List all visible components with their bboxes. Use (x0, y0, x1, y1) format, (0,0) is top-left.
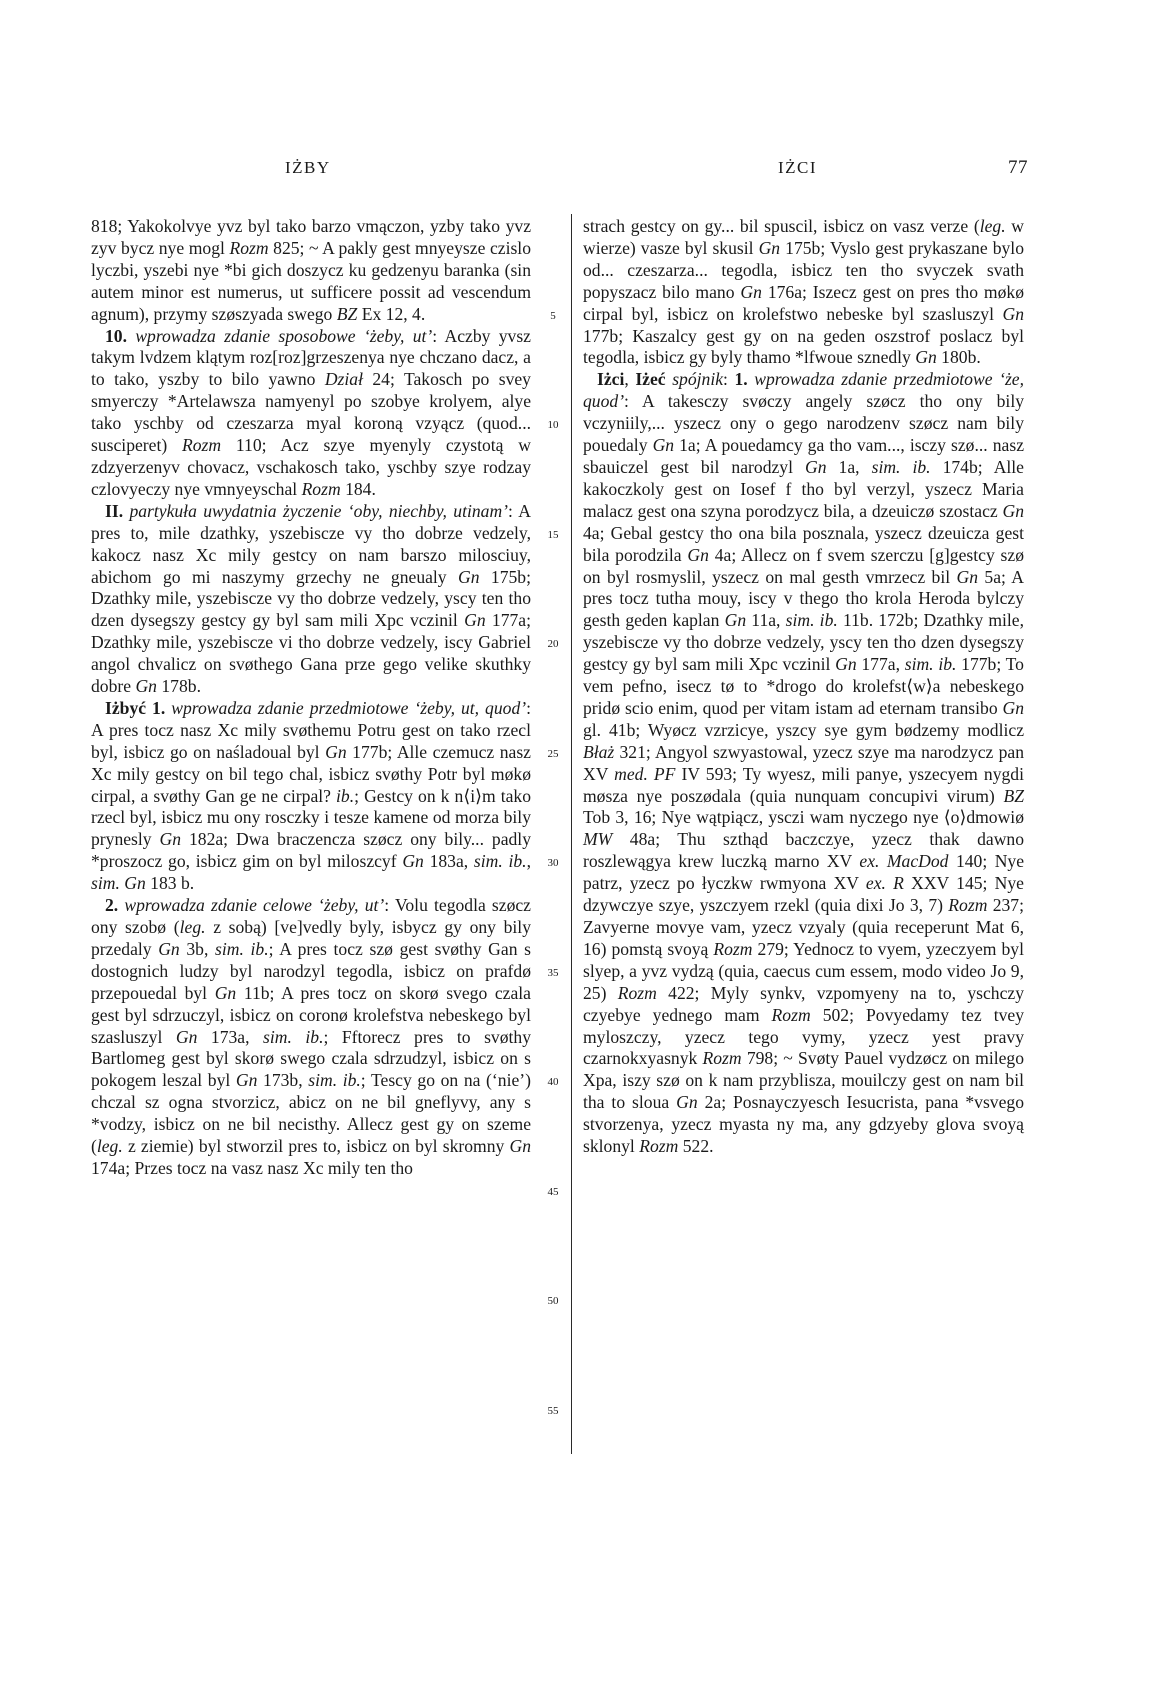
right-column (583, 216, 1024, 1158)
running-head-right: IŻCI (778, 158, 818, 177)
line-number: 5 (550, 309, 556, 322)
left-column (91, 216, 531, 1180)
page-number: 77 (1008, 157, 1028, 178)
entry-paragraph: 818; Yakokolvye yvz byl tako barzo vmączon, yzby tako yvz zyv bycz nye mogl Rozm 825; ~ A pakly gest mnyeysze czislo lyczbi, yszebi nye *bi gich doszycz ku gedzenyu baranka (sin autem minor est numerus, ut sufficere possit ad vescendum agnum), przymy szøszyada swego BZ Ex 12, 4. (91, 216, 531, 324)
running-head-left: IŻBY (285, 158, 331, 177)
entry-paragraph: Iżbyć 1. wprowadza zdanie przedmiotowe ‘żeby, ut, quod’: A pres tocz nasz Xc mily svøthemu Potru gest on tako rzecl byl, isbicz go on naśladoual byl Gn 177b; Alle czemucz nasz Xc mily gestcy on bil tego chal, isbicz svøthy Potr byl møkø cirpal, a svøthy Gan ge ne cirpal? ib.; Gestcy on k n⟨i⟩m tako rzecl byl, isbicz mu ony rosczky i tesze kamene od morza bily prynesly Gn 182a; Dwa braczencza szøcz ony bily... padly *proszocz go, isbicz gim on byl miloszcyf Gn 183a, sim. ib., sim. Gn 183 b. (91, 697, 532, 894)
column-divider (571, 214, 572, 1454)
entry-paragraph: strach gestcy on gy... bil spuscil, isbicz on vasz verze (leg. w wierze) vasze byl skusil Gn 175b; Vyslo gest prykaszane bylo od... czeszarza... tegodla, isbicz ten tho svyczek svath popyszacz bilo mano Gn 176a; Iszecz gest on pres tho møkø cirpal byl, isbicz on krolefstwo nebeske byl szasluszyl Gn 177b; Kaszalcy gest gy on na geden oszstrof poslacz byl tegodla, isbicz gy byly thamo *lfwoue sznedly Gn 180b. (583, 216, 1024, 368)
line-number: 30 (547, 857, 559, 870)
line-number: 40 (547, 1076, 559, 1089)
entry-paragraph: 2. wprowadza zdanie celowe ‘żeby, ut’: Volu tegodla szøcz ony szobø (leg. z sobą) [ve]vedly byly, isbycz gy ony bily przedaly Gn 3b, sim. ib.; A pres tocz szø gest svøthy Gan s dostognich ludzy byl narodzyl tegodla, isbicz on prafdø przepouedal byl Gn 11b; A pres tocz on skorø svego czala gest byl sdrzuczyl, isbicz on coronø krolefstva nebeskego byl szasluszyl Gn 173a, sim. ib.; Fftorecz pres to svøthy Bartlomeg gest byl skorø swego czala sdrzudzyl, isbicz on s pokogem leszal byl Gn 173b, sim. ib.; Tescy go on na (‘nie’) chczal sz ogna stvorzicz, abicz on ne bil gneflyvy, any s *vodzy, isbicz on ne bil necisthy. Allecz gest gy on szeme (leg. z ziemie) byl stworzil pres to, isbicz on byl skromny Gn 174a; Przes tocz na vasz nasz Xc mily ten tho (91, 895, 531, 1178)
line-number: 55 (547, 1404, 559, 1417)
line-number: 50 (547, 1295, 559, 1308)
line-number: 25 (547, 747, 559, 760)
line-number: 10 (547, 419, 559, 432)
line-number: 45 (547, 1185, 559, 1198)
line-number: 20 (547, 638, 559, 651)
entry-paragraph: Iżci, Iżeć spójnik: 1. wprowadza zdanie przedmiotowe ‘że, quod’: A takesczy svøczy angely szøcz tho ony bily vczyniily,... yszecz ony o gego narodzenv szøcz nam bily pouedaly Gn 1a; A pouedamcy ga tho vam..., isczy szø... nasz sbauiczel gest bil narodzyl Gn 1a, sim. ib. 174b; Alle kakoczkoly gest on Iosef f tho byl verzyl, yszecz Maria malacz gest ona szyna porodzycz bila, a dzeuiczø szostacz Gn 4a; Gebal gestcy tho ona bila posznala, yszecz dzeuicza gest bila porodzila Gn 4a; Allecz on f svem szerczu [g]gestcy szø on byl rosmyslil, yszecz on mal gesth vmrzecz bil Gn 5a; A pres tocz tutha mouy, iscy v thego tho krola Heroda bylczy gesth geden kaplan Gn 11a, sim. ib. 11b. 172b; Dzathky mile, yszebiscze vy tho dobrze vedzely, yscy ten tho dzen dysegszy gestcy gy byl sam mili Xpc vczinil Gn 177a, sim. ib. 177b; To vem pefno, isecz tø to *drogo do krolefst⟨w⟩a nebeskego pridø scio enim, quod per vitam istam ad eternam transibo Gn gl. 41b; Wyøcz vzrzicye, yszcy sye gym bødzemy modlicz Błaż 321; Angyol szwyastowal, yzecz szye ma narodzycz pan XV med. PF IV 593; Ty wyesz, mili panye, yszecyem nygdi møsza nye poszødala (quia nunquam concupivi virum) BZ Tob 3, 16; Nye wątpiącz, ysczi wam nyczego nye ⟨o⟩dmowiø MW 48a; Thu szthąd baczczye, yzecz thak dawno roszlewągya krew luczką marno XV ex. MacDod 140; Nye patrz, yzecz po łyczkw rwmyona XV ex. R XXV 145; Nye dzywczye szye, yszczyem rzekl (quia dixi Jo 3, 7) Rozm 237; Zavyerne movye vam, yzecz vzyaly (quia receperunt Mat 6, 16) pomstą svoyą Rozm 279; Yednocz to vyem, yzeczyem byl slyep, a yvz vydzą (quia, caecus cum essem, modo video Jo 9, 25) Rozm 422; Myly synkv, vzpomyeny na to, yschczy czyebye yednego mam Rozm 502; Povyedamy tez tvey myloszczy, yzecz tego vymy, yzecz yest pravy czarnokxyasnyk Rozm 798; ~ Svøty Pauel vydzøcz on milego Xpa, iszy szø on k nam przyblisza, mouilczy gest on nam bil tha to sloua Gn 2a; Posnayczyesch Iesucrista, pana *vsvego stvorzenya, yzecz myasta ny ma, any gdzyeby glova svoyą sklonyl Rozm 522. (583, 369, 1025, 1157)
entry-paragraph: II. partykuła uwydatnia życzenie ‘oby, niechby, utinam’: A pres to, mile dzathky, yszebiscze vy tho dobrze vedzely, kakocz nasz Xc mily gestcy on nam barszo milosciuy, abichom go mi naszymy grzechy ne gneualy Gn 175b; Dzathky mile, yszebiscze vy tho dobrze vedzely, yscy ten tho dzen dysegszy gestcy gy byl sam mili Xpc vczinil Gn 177a; Dzathky mile, yszebiscze vi tho dobrze vedzely, iscy Gabriel angol chvalicz on svøthego Gana prze gego velike skuthky dobre Gn 178b. (91, 500, 531, 697)
line-number: 15 (547, 528, 559, 541)
entry-paragraph: 10. wprowadza zdanie sposobowe ‘żeby, ut’: Aczby yvsz takym lvdzem klątym roz[roz]grzeszenya nye chczano dacz, a to tako, yszby to bilo yawno Dział 24; Takosch po svey smyerczy *Artelawsza namyenyl po szobye krolyem, alye tako yschby od czeszarza myal koroną vzyącz (quod... susciperet) Rozm 110; Acz szye myenyly czystotą w zdzyerzenyv chovacz, vschakosch tako, yschby szye rodzay czlovyeczy nye vmnyeyschal Rozm 184. (91, 325, 531, 499)
line-number: 35 (547, 966, 559, 979)
